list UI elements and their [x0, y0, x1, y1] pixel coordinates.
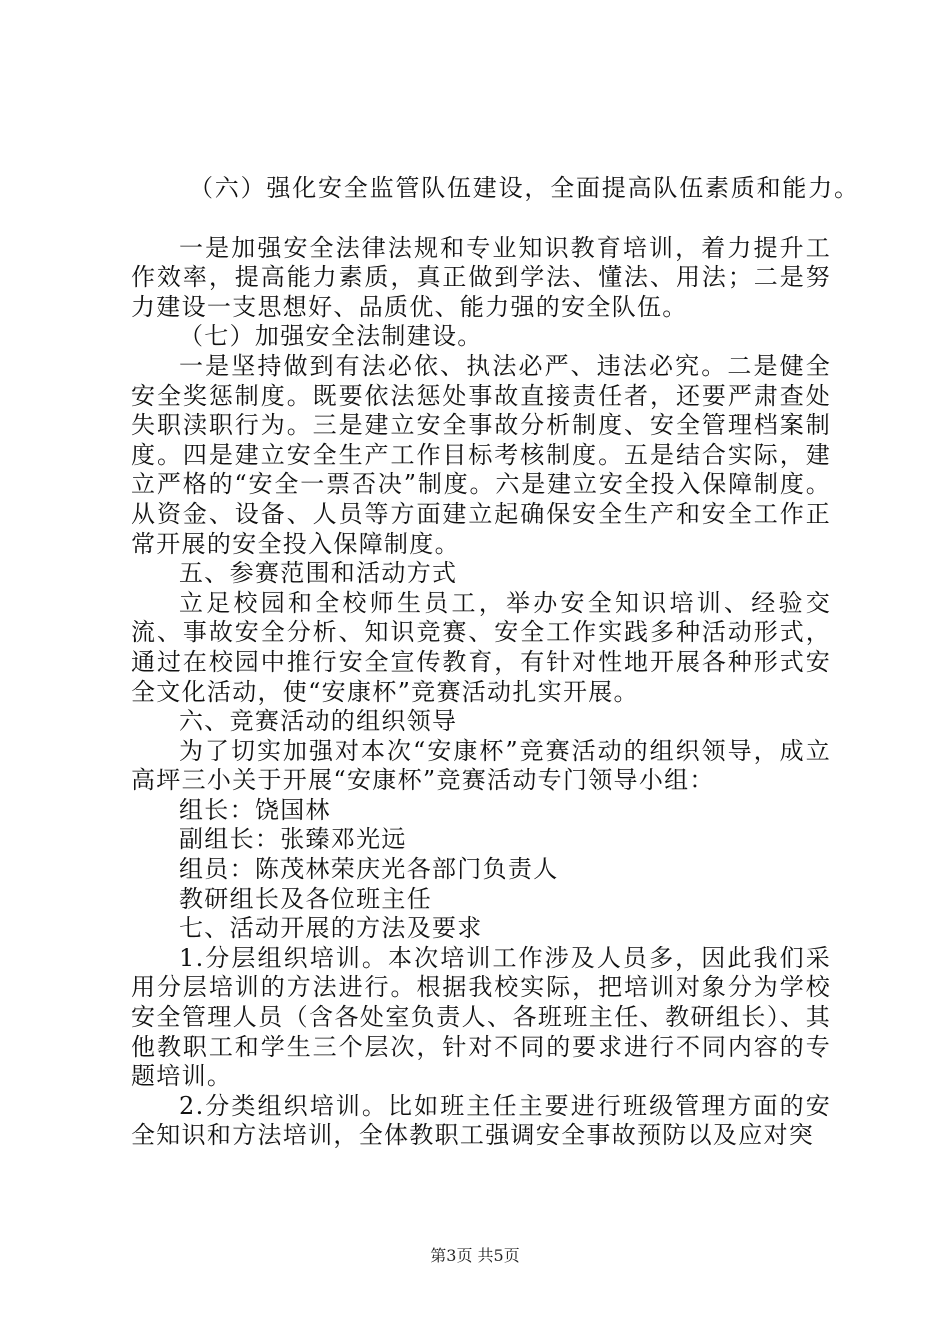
deputy-leader-line: 副组长：张臻邓光远	[179, 825, 407, 854]
page-footer: 第3页 共5页	[430, 1246, 520, 1265]
paragraph-gap	[131, 204, 831, 234]
members-line: 组员：陈茂林荣庆光各部门负责人	[179, 855, 559, 884]
members-line-2: 教研组长及各位班主任	[179, 884, 432, 913]
paragraph-leadership: 为了切实加强对本次“安康杯”竞赛活动的组织领导，成立高坪三小关于开展“安康杯”竞赛活动专门领导小组：	[131, 736, 831, 795]
paragraph-scope: 立足校园和全校师生员工，举办安全知识培训、经验交流、事故安全分析、知识竞赛、安全工作实践多种活动形式，通过在校园中推行安全宣传教育，有针对性地开展各种形式安全文化活动，使“安康杯”竞赛活动扎实开展。	[131, 588, 831, 706]
section-heading-7: （七）加强安全法制建设。	[179, 322, 483, 351]
paragraph-layered-training: 1.分层组织培训。本次培训工作涉及人员多，因此我们采用分层培训的方法进行。根据我校实际，把培训对象分为学校安全管理人员（含各处室负责人、各班班主任、教研组长）、其他教职工和学生三个层次，针对不同的要求进行不同内容的专题培训。	[131, 943, 831, 1091]
leader-line: 组长：饶国林	[179, 795, 331, 824]
section-heading-seven: 七、活动开展的方法及要求	[179, 914, 483, 943]
section-heading-six: 六、竞赛活动的组织领导	[179, 707, 458, 736]
paragraph-legal-system: 一是坚持做到有法必依、执法必严、违法必究。二是健全安全奖惩制度。既要依法惩处事故直接责任者，还要严肃查处失职渎职行为。三是建立安全事故分析制度、安全管理档案制度。四是建立安全生产工作目标考核制度。五是结合实际，建立严格的“安全一票否决”制度。六是建立安全投入保障制度。从资金、设备、人员等方面建立起确保安全生产和安全工作正常开展的安全投入保障制度。	[131, 351, 831, 558]
section-heading-five: 五、参赛范围和活动方式	[179, 559, 458, 588]
document-body	[131, 174, 860, 1151]
paragraph-category-training: 2.分类组织培训。比如班主任主要进行班级管理方面的安全知识和方法培训，全体教职工强调安全事故预防以及应对突	[131, 1091, 831, 1150]
paragraph-training: 一是加强安全法律法规和专业知识教育培训，着力提升工作效率，提高能力素质，真正做到学法、懂法、用法；二是努力建设一支思想好、品质优、能力强的安全队伍。	[131, 233, 831, 321]
section-heading-6: （六）强化安全监管队伍建设，全面提高队伍素质和能力。	[189, 174, 860, 202]
